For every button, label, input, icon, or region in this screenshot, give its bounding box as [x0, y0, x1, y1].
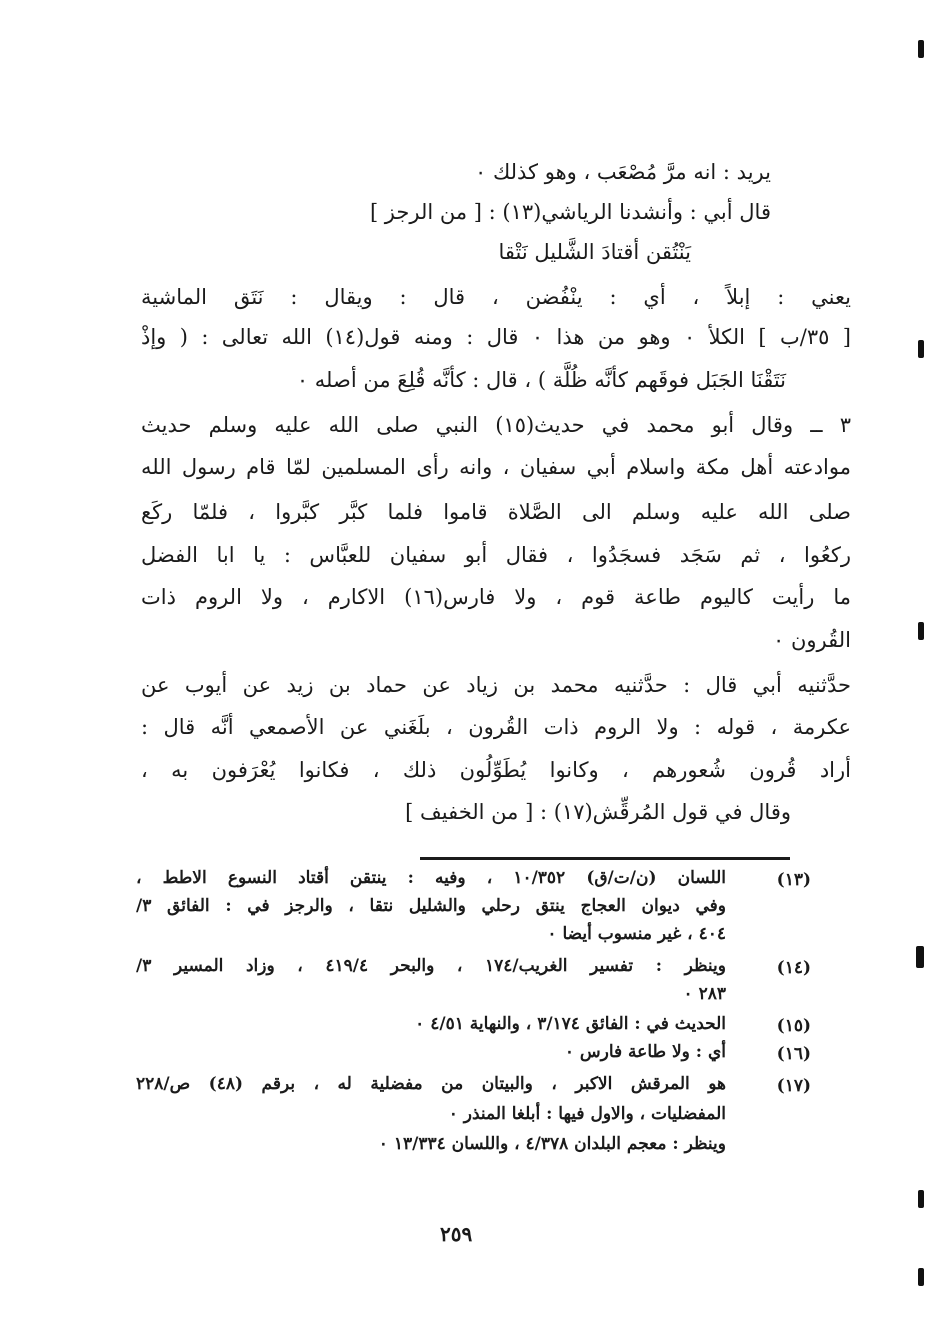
- body-line: عكرمة ، قوله : ولا الروم ذات القُرون ، بلَغَني عن الأصمعي أنَّه قال :: [141, 715, 851, 739]
- body-line: صلى الله عليه وسلم الى الصَّلاة قاموا فلما كبَّر كبَّروا ، فلمّا ركَع: [141, 500, 851, 524]
- footnote-line: الحديث في : الفائق ٣/١٧٤ ، والنهاية ٤/٥١ ٠: [415, 1014, 726, 1034]
- footnote-line: وينظر : معجم البلدان ٤/٣٧٨ ، واللسان ١٣/٣٣٤ ٠: [378, 1134, 726, 1154]
- body-line: وقال في قول المُرقِّش(١٧) : [ من الخفيف ]: [405, 800, 791, 824]
- footnote-number: (١٣): [776, 870, 811, 890]
- scan-mark: [918, 622, 924, 640]
- footnote-line: أي : ولا طاعة فارس ٠: [564, 1042, 726, 1062]
- footnote-separator: [420, 857, 790, 860]
- scan-mark: [918, 1268, 924, 1286]
- body-line: قال أبي : وأنشدنا الرياشي(١٣) : [ من الرجز ]: [369, 200, 771, 224]
- body-line: موادعته أهل مكة واسلام أبي سفيان ، وانه رأى المسلمين لمّا قام رسول الله: [141, 455, 851, 479]
- footnote-number: (١٦): [776, 1044, 811, 1064]
- footnote-number: (١٧): [776, 1076, 811, 1096]
- scan-mark: [918, 40, 924, 58]
- footnote-line: ٢٨٣ ٠: [683, 984, 726, 1004]
- body-line: أراد قُرون شُعورهم ، وكانوا يُطَوِّلُون ذلك ، فكانوا يُعْرَفون به ،: [141, 758, 851, 782]
- body-line: [ ٣٥/ب ] الكلأ ٠ وهو من هذا ٠ قال : ومنه قول(١٤) الله تعالى : ( وإذْ: [141, 325, 851, 349]
- body-line: ٣ ــ وقال أبو محمد في حديث(١٥) النبي صلى الله عليه وسلم حديث: [141, 413, 851, 437]
- body-line: القُرون ٠: [773, 628, 851, 652]
- footnote-line: هو المرقش الاكبر ، والبيتان من مفضلية له ، برقم (٤٨) ص/٢٢٨: [136, 1074, 726, 1094]
- footnote-number: (١٥): [776, 1016, 811, 1036]
- body-line: يعني : إبلاً ، أي : ينْفُضن ، قال : ويقال : نَتَق الماشية: [141, 285, 851, 309]
- scan-mark: [916, 946, 924, 968]
- footnote-line: وفي ديوان العجاج ينتق رحلي والشليل نتقا ، والرجز في : الفائق ٣/: [136, 896, 726, 916]
- footnote-line: المفضليات ، والاول فيها : أبلغا المنذر ٠: [448, 1104, 726, 1124]
- body-line: حدَّثنيه أبي قال : حدَّثنيه محمد بن زياد عن حماد بن زيد عن أيوب عن: [141, 673, 851, 697]
- body-line: نَتَقْنَا الجَبَل فوقَهم كأنَّه ظُلَّة ) ، قال : كأنَّه قُلِعَ من أصله ٠: [296, 368, 786, 392]
- scan-mark: [918, 340, 924, 358]
- scan-mark: [918, 1190, 924, 1208]
- footnote-line: ٤٠٤ ، غير منسوب أيضا ٠: [547, 924, 726, 944]
- body-line: ما رأيت كاليوم طاعة قوم ، ولا فارس(١٦) الاكارم ، ولا الروم ذات: [141, 585, 852, 609]
- body-line: يريد : انه مرَّ مُصْعَب ، وهو كذلك ٠: [474, 160, 771, 184]
- verse-line: يَنْتُقن أقتادَ الشَّليل نَتْقا: [498, 240, 691, 264]
- page-number: ٢٥٩: [440, 1222, 473, 1246]
- footnote-line: وينظر : تفسير الغريب/١٧٤ ، والبحر ٤١٩/٤ ، وزاد المسير ٣/: [136, 956, 727, 976]
- footnote-line: اللسان (ن/ت/ق) ١٠/٣٥٢ ، وفيه : ينتقن أقتاد النسوع الاطط ،: [136, 868, 726, 888]
- footnote-number: (١٤): [776, 958, 811, 978]
- body-line: ركعُوا ، ثم سَجَد فسجَدُوا ، فقال أبو سفيان للعبَّاس : يا ابا الفضل: [141, 543, 851, 567]
